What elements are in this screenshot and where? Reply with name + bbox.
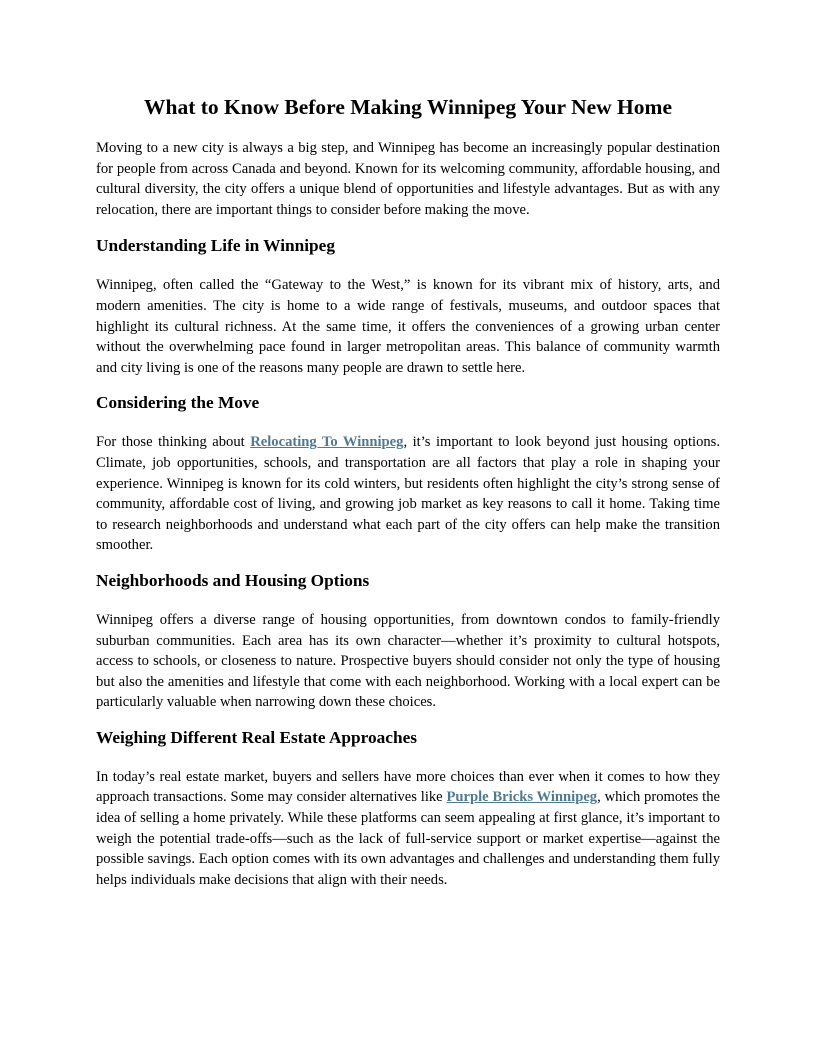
document-page — [96, 92, 720, 903]
section-heading-real-estate-approaches: Weighing Different Real Estate Approaches — [96, 727, 417, 747]
section-body-real-estate-approaches — [96, 767, 720, 891]
body-text-after-link: , which promotes the idea of selling a home privately. While these platforms can seem appealing at first glance, it’s important to weigh the potential trade-offs—such as the lack of full-service support or market expertise—against the possible savings. Each option comes with its own advantages and challenges and understanding them fully helps individuals make decisions that align with their needs. — [96, 789, 721, 888]
section-body-considering-move — [96, 432, 720, 556]
document-title: What to Know Before Making Winnipeg Your New Home — [144, 95, 672, 119]
body-text-after-link: , it’s important to look beyond just housing options. Climate, job opportunities, schools, and transportation are all factors that play a role in shaping your experience. Winnipeg is known for its cold winters, but residents often highlight the city’s strong sense of community, affordable cost of living, and growing job market as key reasons to call it home. Taking time to research neighborhoods and understand what each part of the city offers can help make the transition smoother. — [96, 434, 720, 554]
section-body-life-in-winnipeg: Winnipeg, often called the “Gateway to the West,” is known for its vibrant mix of history, arts, and modern amenities. The city is home to a wide range of festivals, museums, and outdoor spaces that highlight its cultural richness. At the same time, it offers the conveniences of a growing urban center without the overwhelming pace found in larger metropolitan areas. This balance of community warmth and city living is one of the reasons many people are drawn to settle here. — [96, 277, 720, 376]
section-body-neighborhoods: Winnipeg offers a diverse range of housing opportunities, from downtown condos to family-friendly suburban communities. Each area has its own character—whether it’s proximity to cultural hotspots, access to schools, or closeness to nature. Prospective buyers should consider not only the type of housing but also the amenities and lifestyle that come with each neighborhood. Working with a local expert can be particularly valuable when narrowing down these choices. — [96, 611, 720, 711]
section-heading-neighborhoods: Neighborhoods and Housing Options — [96, 570, 370, 590]
section-heading-life-in-winnipeg: Understanding Life in Winnipeg — [96, 236, 335, 256]
body-text-before-link: For those thinking about — [96, 434, 251, 451]
relocating-to-winnipeg-link[interactable]: Relocating To Winnipeg — [250, 434, 404, 451]
intro-paragraph: Moving to a new city is always a big step, and Winnipeg has become an increasingly popular destination for people from across Canada and beyond. Known for its welcoming community, affordable housing, and cultural diversity, the city offers a unique blend of opportunities and lifestyle advantages. But as with any relocation, there are important things to consider before making the move. — [96, 140, 720, 218]
section-heading-considering-move: Considering the Move — [96, 393, 260, 413]
body-text-before-link: In today’s real estate market, buyers and sellers have more choices than ever when it comes to how they approach transactions. Some may consider alternatives like — [96, 768, 720, 806]
purple-bricks-winnipeg-link[interactable]: Purple Bricks Winnipeg — [446, 789, 598, 806]
